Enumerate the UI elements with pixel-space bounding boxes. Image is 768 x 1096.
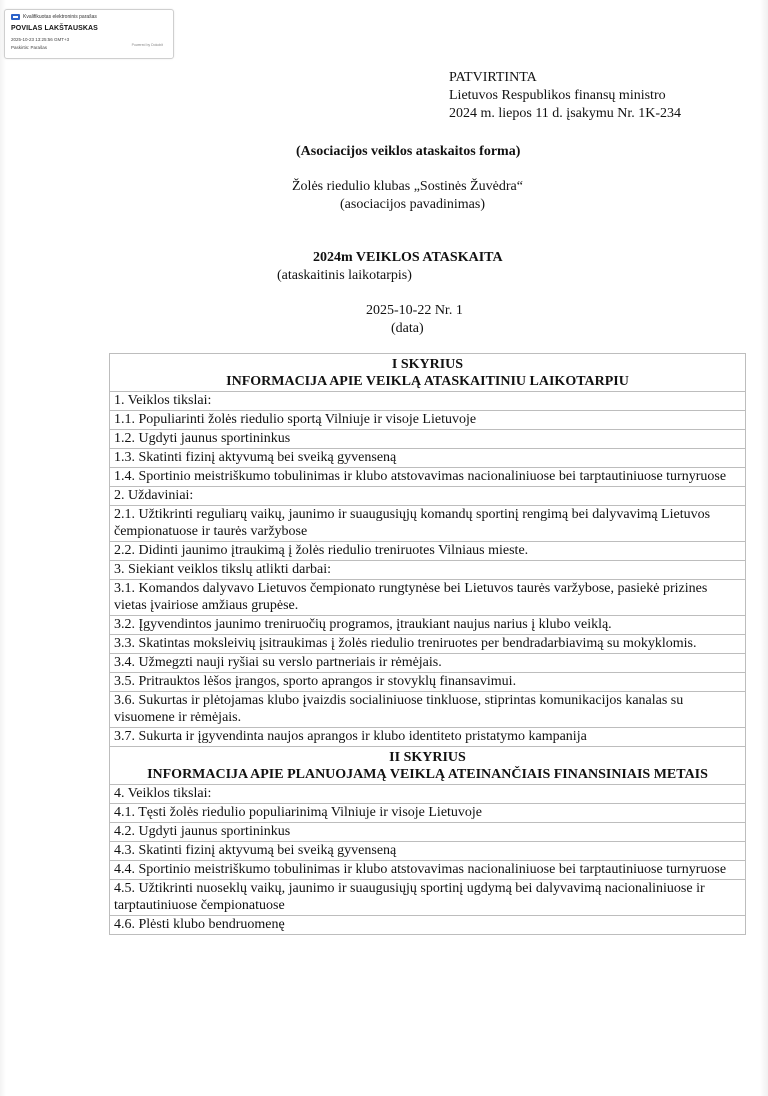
- table-row: [110, 804, 746, 823]
- section-2-header: [110, 747, 746, 785]
- table-cell: 3.5. Pritrauktos lėšos įrangos, sporto aprangos ir stovyklų finansavimui.: [110, 673, 746, 692]
- table-row: [110, 842, 746, 861]
- approval-block: [449, 69, 681, 123]
- report-period-caption: (ataskaitinis laikotarpis): [277, 268, 412, 283]
- table-row: [110, 392, 746, 411]
- table-cell: 2.2. Didinti jaunimo įtraukimą į žolės riedulio treniruotes Vilniaus mieste.: [110, 542, 746, 561]
- report-title: 2024m VEIKLOS ATASKAITA: [313, 250, 503, 265]
- table-row: [110, 673, 746, 692]
- table-row: [110, 654, 746, 673]
- table-row: [110, 449, 746, 468]
- signature-header-text: Kvalifikuotas elektroninis parašas: [23, 14, 97, 20]
- table-cell: 4.5. Užtikrinti nuoseklų vaikų, jaunimo ir suaugusiųjų sportinį ugdymą bei dalyvavimą nacionaliniuose ir tarptautiniuose čempionatuose: [110, 880, 746, 916]
- table-row: [110, 880, 746, 916]
- report-date-caption: (data): [391, 321, 424, 336]
- table-row: [110, 580, 746, 616]
- table-cell: 3. Siekiant veiklos tikslų atlikti darbai:: [110, 561, 746, 580]
- table-cell: 1.3. Skatinti fizinį aktyvumą bei sveiką gyvenseną: [110, 449, 746, 468]
- table-cell: 1.1. Populiarinti žolės riedulio sportą Vilniuje ir visoje Lietuvoje: [110, 411, 746, 430]
- approval-line-3: 2024 m. liepos 11 d. įsakymu Nr. 1K-234: [449, 106, 682, 121]
- association-name: Žolės riedulio klubas „Sostinės Žuvėdra“: [292, 179, 523, 194]
- table-row: [110, 616, 746, 635]
- table-cell: 3.2. Įgyvendintos jaunimo treniruočių programos, įtraukiant naujus narius į klubo veiklą.: [110, 616, 746, 635]
- table-row: [110, 411, 746, 430]
- table-cell: 4.6. Plėsti klubo bendruomenę: [110, 916, 746, 935]
- table-row: [110, 561, 746, 580]
- form-title: (Asociacijos veiklos ataskaitos forma): [296, 144, 521, 159]
- table-cell: 3.4. Užmegzti nauji ryšiai su verslo partneriais ir rėmėjais.: [110, 654, 746, 673]
- report-date: 2025-10-22 Nr. 1: [366, 303, 463, 318]
- section-1-subtitle: INFORMACIJA APIE VEIKLĄ ATASKAITINIU LAIKOTARPIU: [226, 374, 629, 389]
- section-1-title: I SKYRIUS: [391, 357, 464, 372]
- signer-name: POVILAS LAKŠTAUSKAS: [11, 25, 98, 32]
- table-cell: 4.2. Ugdyti jaunus sportininkus: [110, 823, 746, 842]
- table-row: [110, 916, 746, 935]
- table-cell: 1. Veiklos tikslai:: [110, 392, 746, 411]
- table-cell: 1.4. Sportinio meistriškumo tobulinimas ir klubo atstovavimas nacionaliniuose bei tarptautiniuose turnyruose: [110, 468, 746, 487]
- table-cell: 4.3. Skatinti fizinį aktyvumą bei sveiką gyvenseną: [110, 842, 746, 861]
- table-cell: 1.2. Ugdyti jaunus sportininkus: [110, 430, 746, 449]
- table-cell: 4.1. Tęsti žolės riedulio populiarinimą Vilniuje ir visoje Lietuvoje: [110, 804, 746, 823]
- table-cell: 3.7. Sukurta ir įgyvendinta naujos aprangos ir klubo identiteto pristatymo kampanija: [110, 728, 746, 747]
- section-2-subtitle: INFORMACIJA APIE PLANUOJAMĄ VEIKLĄ ATEINANČIAIS FINANSINIAIS METAIS: [147, 767, 708, 782]
- table-row: [110, 823, 746, 842]
- table-row: [110, 635, 746, 654]
- signature-logo-icon: [11, 14, 20, 20]
- table-row: [110, 430, 746, 449]
- section-1-header: [110, 354, 746, 392]
- table-row: [110, 861, 746, 880]
- table-row: [110, 487, 746, 506]
- section-2-title: II SKYRIUS: [389, 750, 466, 765]
- signature-header: [11, 14, 97, 20]
- section-2-header-row: [110, 747, 746, 785]
- approval-line-2: Lietuvos Respublikos finansų ministro: [449, 88, 666, 103]
- table-row: [110, 542, 746, 561]
- section-1-header-row: [110, 354, 746, 392]
- e-signature-badge: [4, 9, 174, 59]
- report-table: [109, 353, 746, 935]
- table-row: [110, 728, 746, 747]
- approval-line-1: PATVIRTINTA: [449, 70, 537, 85]
- table-row: [110, 785, 746, 804]
- table-cell: 2.1. Užtikrinti reguliarų vaikų, jaunimo ir suaugusiųjų komandų sportinį rengimą bei dalyvavimą Lietuvos čempionatuose ir taurės varžybose: [110, 506, 746, 542]
- association-caption: (asociacijos pavadinimas): [340, 197, 486, 212]
- table-cell: 3.1. Komandos dalyvavo Lietuvos čempionato rungtynėse bei Lietuvos taurės varžybose, pasiekė prizines vietas įvairiose amžiaus grupėse.: [110, 580, 746, 616]
- table-cell: 2. Uždaviniai:: [110, 487, 746, 506]
- table-row: [110, 692, 746, 728]
- signature-datetime: 2025-10-23 13:25:56 GMT+3: [11, 37, 70, 42]
- table-cell: 3.6. Sukurtas ir plėtojamas klubo įvaizdis socialiniuose tinkluose, stiprintas komunikacijos kanalas su visuomene ir rėmėjais.: [110, 692, 746, 728]
- table-row: [110, 506, 746, 542]
- table-cell: 4. Veiklos tikslai:: [110, 785, 746, 804]
- table-row: [110, 468, 746, 487]
- signature-purpose: Paskirtis: Parašas: [11, 45, 48, 50]
- table-cell: 3.3. Skatintas moksleivių įsitraukimas į žolės riedulio treniruotes per bendradarbiavimą su mokyklomis.: [110, 635, 746, 654]
- signature-powered-by: Powered by Dokobit: [131, 43, 163, 47]
- table-cell: 4.4. Sportinio meistriškumo tobulinimas ir klubo atstovavimas nacionaliniuose bei tarptautiniuose turnyruose: [110, 861, 746, 880]
